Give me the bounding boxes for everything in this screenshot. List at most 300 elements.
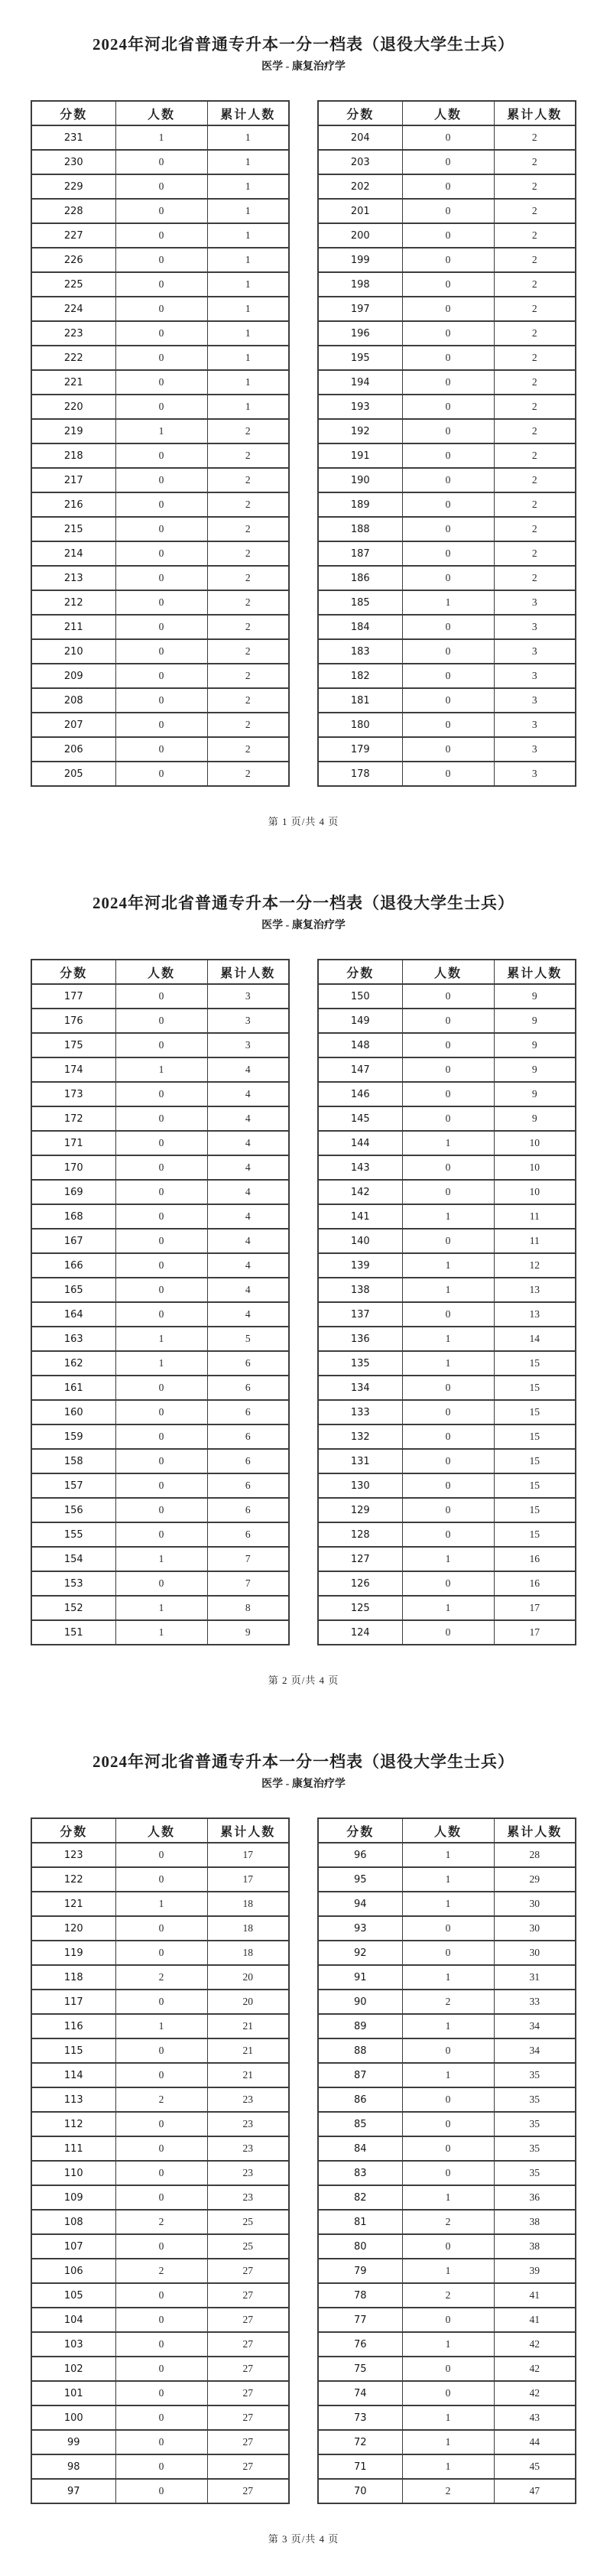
score-cell: 78	[318, 2283, 402, 2308]
cumulative-cell: 2	[494, 370, 576, 395]
table-row	[31, 419, 289, 443]
cumulative-cell: 43	[494, 2405, 576, 2430]
count-cell: 0	[402, 1106, 494, 1131]
score-cell: 224	[31, 297, 115, 321]
table-row	[318, 1180, 576, 1204]
page-number: 第 1 页/共 4 页	[268, 816, 339, 827]
cumulative-cell: 15	[494, 1498, 576, 1522]
score-cell: 92	[318, 1941, 402, 1965]
table-row	[318, 1155, 576, 1180]
score-cell: 135	[318, 1351, 402, 1376]
cumulative-cell: 35	[494, 2063, 576, 2087]
table-row	[31, 199, 289, 223]
table-row	[31, 566, 289, 590]
count-cell: 1	[402, 2430, 494, 2454]
count-cell: 0	[115, 541, 207, 566]
score-cell: 167	[31, 1229, 115, 1253]
page-subtitle: 医学 - 康复治疗学	[261, 61, 346, 73]
cumulative-cell: 17	[207, 1867, 289, 1892]
score-cell: 151	[31, 1620, 115, 1645]
table-header-row	[318, 1818, 576, 1843]
score-table-right	[317, 959, 576, 1645]
table-row	[318, 1302, 576, 1327]
cumulative-cell: 1	[207, 174, 289, 199]
table-row	[318, 1131, 576, 1155]
score-cell: 102	[31, 2357, 115, 2381]
cumulative-cell: 10	[494, 1180, 576, 1204]
table-row	[318, 1547, 576, 1571]
count-cell: 0	[115, 199, 207, 223]
score-cell: 158	[31, 1449, 115, 1473]
count-cell: 0	[402, 297, 494, 321]
score-cell: 140	[318, 1229, 402, 1253]
score-cell: 222	[31, 346, 115, 370]
cumulative-cell: 3	[494, 590, 576, 615]
cumulative-cell: 4	[207, 1278, 289, 1302]
cumulative-cell: 30	[494, 1892, 576, 1916]
score-cell: 153	[31, 1571, 115, 1596]
count-cell: 0	[115, 2479, 207, 2503]
count-cell: 0	[402, 174, 494, 199]
score-cell: 117	[31, 1990, 115, 2014]
count-cell: 0	[402, 1522, 494, 1547]
score-cell: 178	[318, 762, 402, 786]
count-cell: 0	[115, 1229, 207, 1253]
score-cell: 205	[31, 762, 115, 786]
count-cell: 0	[115, 1302, 207, 1327]
page-title: 2024年河北省普通专升本一分一档表（退役大学生士兵）	[93, 35, 514, 54]
table-row	[318, 2479, 576, 2503]
table-row	[318, 443, 576, 468]
cumulative-cell: 2	[494, 174, 576, 199]
table-row	[318, 1057, 576, 1082]
table-row	[31, 1351, 289, 1376]
count-cell: 1	[402, 1965, 494, 1990]
col-header-score: 分数	[318, 960, 402, 984]
count-cell: 0	[402, 713, 494, 737]
cumulative-cell: 3	[494, 615, 576, 639]
score-cell: 191	[318, 443, 402, 468]
table-row	[31, 1009, 289, 1033]
table-row	[31, 2405, 289, 2430]
cumulative-cell: 41	[494, 2283, 576, 2308]
count-cell: 0	[115, 1180, 207, 1204]
score-cell: 187	[318, 541, 402, 566]
cumulative-cell: 10	[494, 1131, 576, 1155]
count-cell: 0	[115, 1106, 207, 1131]
table-row	[31, 1400, 289, 1424]
cumulative-cell: 2	[207, 541, 289, 566]
score-cell: 154	[31, 1547, 115, 1571]
table-row	[31, 223, 289, 248]
score-cell: 100	[31, 2405, 115, 2430]
score-cell: 87	[318, 2063, 402, 2087]
table-row	[318, 1449, 576, 1473]
count-cell: 0	[115, 1571, 207, 1596]
score-cell: 119	[31, 1941, 115, 1965]
tables-row	[0, 1817, 607, 2504]
score-cell: 173	[31, 1082, 115, 1106]
cumulative-cell: 12	[494, 1253, 576, 1278]
cumulative-cell: 27	[207, 2479, 289, 2503]
table-row	[31, 443, 289, 468]
cumulative-cell: 27	[207, 2357, 289, 2381]
col-header-count: 人数	[402, 1818, 494, 1843]
cumulative-cell: 2	[494, 321, 576, 346]
table-row	[31, 1473, 289, 1498]
table-row	[31, 1229, 289, 1253]
count-cell: 0	[402, 272, 494, 297]
count-cell: 2	[402, 2479, 494, 2503]
col-header-cumulative: 累计人数	[494, 960, 576, 984]
table-row	[318, 2014, 576, 2038]
score-cell: 227	[31, 223, 115, 248]
table-header-row	[31, 960, 289, 984]
score-cell: 98	[31, 2454, 115, 2479]
count-cell: 0	[402, 223, 494, 248]
count-cell: 0	[115, 297, 207, 321]
table-row	[318, 1620, 576, 1645]
score-cell: 219	[31, 419, 115, 443]
table-row	[31, 664, 289, 688]
cumulative-cell: 2	[207, 762, 289, 786]
cumulative-cell: 44	[494, 2430, 576, 2454]
count-cell: 2	[402, 2283, 494, 2308]
cumulative-cell: 1	[207, 125, 289, 150]
count-cell: 0	[402, 150, 494, 174]
table-row	[31, 2087, 289, 2112]
cumulative-cell: 15	[494, 1424, 576, 1449]
cumulative-cell: 9	[494, 984, 576, 1009]
page-subtitle: 医学 - 康复治疗学	[261, 920, 346, 931]
cumulative-cell: 6	[207, 1400, 289, 1424]
score-cell: 197	[318, 297, 402, 321]
table-row	[318, 1522, 576, 1547]
count-cell: 0	[402, 1009, 494, 1033]
score-cell: 86	[318, 2087, 402, 2112]
cumulative-cell: 2	[494, 419, 576, 443]
count-cell: 0	[402, 1057, 494, 1082]
count-cell: 0	[115, 346, 207, 370]
score-cell: 168	[31, 1204, 115, 1229]
count-cell: 2	[402, 2210, 494, 2234]
cumulative-cell: 1	[207, 321, 289, 346]
count-cell: 0	[402, 664, 494, 688]
cumulative-cell: 17	[494, 1620, 576, 1645]
cumulative-cell: 13	[494, 1278, 576, 1302]
count-cell: 1	[402, 1843, 494, 1867]
cumulative-cell: 20	[207, 1990, 289, 2014]
count-cell: 1	[402, 2405, 494, 2430]
count-cell: 0	[115, 1867, 207, 1892]
cumulative-cell: 6	[207, 1498, 289, 1522]
table-row	[318, 150, 576, 174]
table-row	[318, 492, 576, 517]
table-row	[318, 1204, 576, 1229]
table-row	[318, 2136, 576, 2161]
table-row	[31, 1278, 289, 1302]
cumulative-cell: 39	[494, 2259, 576, 2283]
table-row	[31, 2259, 289, 2283]
table-row	[31, 1596, 289, 1620]
col-header-count: 人数	[115, 960, 207, 984]
count-cell: 0	[402, 2234, 494, 2259]
cumulative-cell: 6	[207, 1473, 289, 1498]
count-cell: 0	[402, 248, 494, 272]
count-cell: 1	[402, 1547, 494, 1571]
score-cell: 199	[318, 248, 402, 272]
table-row	[318, 419, 576, 443]
score-cell: 95	[318, 1867, 402, 1892]
count-cell: 0	[115, 2063, 207, 2087]
count-cell: 0	[115, 2357, 207, 2381]
col-header-cumulative: 累计人数	[494, 1818, 576, 1843]
cumulative-cell: 33	[494, 1990, 576, 2014]
cumulative-cell: 1	[207, 199, 289, 223]
count-cell: 1	[402, 1596, 494, 1620]
cumulative-cell: 4	[207, 1057, 289, 1082]
table-header-row	[31, 1818, 289, 1843]
score-cell: 225	[31, 272, 115, 297]
cumulative-cell: 4	[207, 1204, 289, 1229]
cumulative-cell: 35	[494, 2161, 576, 2185]
score-cell: 125	[318, 1596, 402, 1620]
table-row	[318, 517, 576, 541]
cumulative-cell: 4	[207, 1106, 289, 1131]
count-cell: 1	[115, 1892, 207, 1916]
table-row	[318, 321, 576, 346]
count-cell: 0	[115, 2234, 207, 2259]
score-cell: 189	[318, 492, 402, 517]
count-cell: 0	[115, 2136, 207, 2161]
count-cell: 0	[115, 1400, 207, 1424]
cumulative-cell: 4	[207, 1253, 289, 1278]
cumulative-cell: 21	[207, 2063, 289, 2087]
score-cell: 200	[318, 223, 402, 248]
table-row	[318, 590, 576, 615]
count-cell: 0	[402, 346, 494, 370]
count-cell: 0	[402, 492, 494, 517]
score-cell: 230	[31, 150, 115, 174]
table-row	[31, 125, 289, 150]
count-cell: 0	[115, 1376, 207, 1400]
score-cell: 203	[318, 150, 402, 174]
count-cell: 0	[402, 2357, 494, 2381]
count-cell: 1	[402, 2454, 494, 2479]
cumulative-cell: 2	[207, 664, 289, 688]
score-cell: 207	[31, 713, 115, 737]
cumulative-cell: 25	[207, 2234, 289, 2259]
score-cell: 81	[318, 2210, 402, 2234]
score-cell: 177	[31, 984, 115, 1009]
cumulative-cell: 42	[494, 2381, 576, 2405]
cumulative-cell: 36	[494, 2185, 576, 2210]
score-cell: 99	[31, 2430, 115, 2454]
count-cell: 0	[115, 737, 207, 762]
page-number: 第 2 页/共 4 页	[268, 1675, 339, 1686]
cumulative-cell: 35	[494, 2112, 576, 2136]
score-cell: 128	[318, 1522, 402, 1547]
cumulative-cell: 6	[207, 1424, 289, 1449]
table-row	[31, 2014, 289, 2038]
score-cell: 198	[318, 272, 402, 297]
score-cell: 218	[31, 443, 115, 468]
cumulative-cell: 27	[207, 2430, 289, 2454]
score-cell: 161	[31, 1376, 115, 1400]
cumulative-cell: 34	[494, 2014, 576, 2038]
table-row	[318, 1916, 576, 1941]
count-cell: 0	[402, 2381, 494, 2405]
count-cell: 1	[402, 2185, 494, 2210]
score-table-left	[31, 959, 290, 1645]
col-header-count: 人数	[115, 1818, 207, 1843]
count-cell: 0	[115, 492, 207, 517]
count-cell: 0	[402, 1155, 494, 1180]
count-cell: 1	[402, 2014, 494, 2038]
cumulative-cell: 38	[494, 2234, 576, 2259]
score-cell: 85	[318, 2112, 402, 2136]
score-cell: 75	[318, 2357, 402, 2381]
table-row	[318, 2112, 576, 2136]
table-row	[31, 1376, 289, 1400]
cumulative-cell: 2	[494, 468, 576, 492]
count-cell: 0	[115, 1204, 207, 1229]
cumulative-cell: 4	[207, 1302, 289, 1327]
score-cell: 114	[31, 2063, 115, 2087]
cumulative-cell: 35	[494, 2087, 576, 2112]
table-row	[318, 1571, 576, 1596]
cumulative-cell: 9	[494, 1057, 576, 1082]
count-cell: 0	[402, 419, 494, 443]
cumulative-cell: 11	[494, 1204, 576, 1229]
count-cell: 1	[402, 2259, 494, 2283]
table-row	[318, 1278, 576, 1302]
score-cell: 74	[318, 2381, 402, 2405]
table-row	[318, 2185, 576, 2210]
cumulative-cell: 23	[207, 2087, 289, 2112]
count-cell: 1	[402, 1867, 494, 1892]
score-cell: 163	[31, 1327, 115, 1351]
table-row	[318, 2308, 576, 2332]
cumulative-cell: 2	[207, 443, 289, 468]
score-page	[0, 0, 607, 859]
cumulative-cell: 2	[207, 517, 289, 541]
table-row	[31, 1327, 289, 1351]
score-cell: 106	[31, 2259, 115, 2283]
count-cell: 0	[115, 1131, 207, 1155]
score-cell: 80	[318, 2234, 402, 2259]
count-cell: 0	[115, 2381, 207, 2405]
count-cell: 0	[402, 2308, 494, 2332]
col-header-count: 人数	[402, 960, 494, 984]
table-row	[318, 297, 576, 321]
count-cell: 0	[115, 2038, 207, 2063]
table-row	[31, 1204, 289, 1229]
score-cell: 121	[31, 1892, 115, 1916]
count-cell: 1	[402, 1327, 494, 1351]
cumulative-cell: 17	[207, 1843, 289, 1867]
count-cell: 0	[115, 1843, 207, 1867]
table-row	[318, 1965, 576, 1990]
score-cell: 196	[318, 321, 402, 346]
table-row	[318, 1253, 576, 1278]
table-row	[318, 639, 576, 664]
cumulative-cell: 7	[207, 1571, 289, 1596]
table-row	[31, 1155, 289, 1180]
cumulative-cell: 2	[494, 395, 576, 419]
score-cell: 76	[318, 2332, 402, 2357]
score-cell: 150	[318, 984, 402, 1009]
count-cell: 0	[402, 1473, 494, 1498]
count-cell: 0	[115, 1449, 207, 1473]
cumulative-cell: 25	[207, 2210, 289, 2234]
count-cell: 0	[402, 1400, 494, 1424]
table-row	[31, 492, 289, 517]
cumulative-cell: 1	[207, 395, 289, 419]
count-cell: 0	[115, 713, 207, 737]
score-cell: 193	[318, 395, 402, 419]
score-cell: 72	[318, 2430, 402, 2454]
cumulative-cell: 2	[494, 443, 576, 468]
cumulative-cell: 27	[207, 2259, 289, 2283]
table-row	[318, 346, 576, 370]
table-row	[31, 1106, 289, 1131]
table-row	[318, 1229, 576, 1253]
col-header-score: 分数	[318, 1818, 402, 1843]
table-row	[318, 1009, 576, 1033]
count-cell: 0	[115, 370, 207, 395]
table-row	[31, 688, 289, 713]
score-cell: 179	[318, 737, 402, 762]
cumulative-cell: 31	[494, 1965, 576, 1990]
score-cell: 181	[318, 688, 402, 713]
count-cell: 0	[402, 1571, 494, 1596]
cumulative-cell: 2	[207, 492, 289, 517]
score-cell: 159	[31, 1424, 115, 1449]
count-cell: 1	[402, 2332, 494, 2357]
count-cell: 0	[115, 566, 207, 590]
cumulative-cell: 2	[494, 125, 576, 150]
table-header-row	[318, 960, 576, 984]
count-cell: 0	[402, 321, 494, 346]
score-cell: 110	[31, 2161, 115, 2185]
cumulative-cell: 45	[494, 2454, 576, 2479]
table-row	[31, 1253, 289, 1278]
cumulative-cell: 6	[207, 1376, 289, 1400]
cumulative-cell: 3	[494, 664, 576, 688]
table-row	[318, 223, 576, 248]
score-cell: 116	[31, 2014, 115, 2038]
score-cell: 174	[31, 1057, 115, 1082]
score-cell: 216	[31, 492, 115, 517]
score-cell: 223	[31, 321, 115, 346]
table-row	[31, 541, 289, 566]
table-row	[318, 2063, 576, 2087]
count-cell: 1	[115, 1596, 207, 1620]
score-cell: 186	[318, 566, 402, 590]
table-row	[318, 541, 576, 566]
table-row	[318, 2405, 576, 2430]
cumulative-cell: 9	[494, 1033, 576, 1057]
score-cell: 107	[31, 2234, 115, 2259]
count-cell: 1	[115, 1351, 207, 1376]
score-cell: 82	[318, 2185, 402, 2210]
count-cell: 0	[115, 272, 207, 297]
count-cell: 0	[115, 1473, 207, 1498]
cumulative-cell: 3	[207, 1033, 289, 1057]
count-cell: 0	[115, 664, 207, 688]
cumulative-cell: 27	[207, 2332, 289, 2357]
